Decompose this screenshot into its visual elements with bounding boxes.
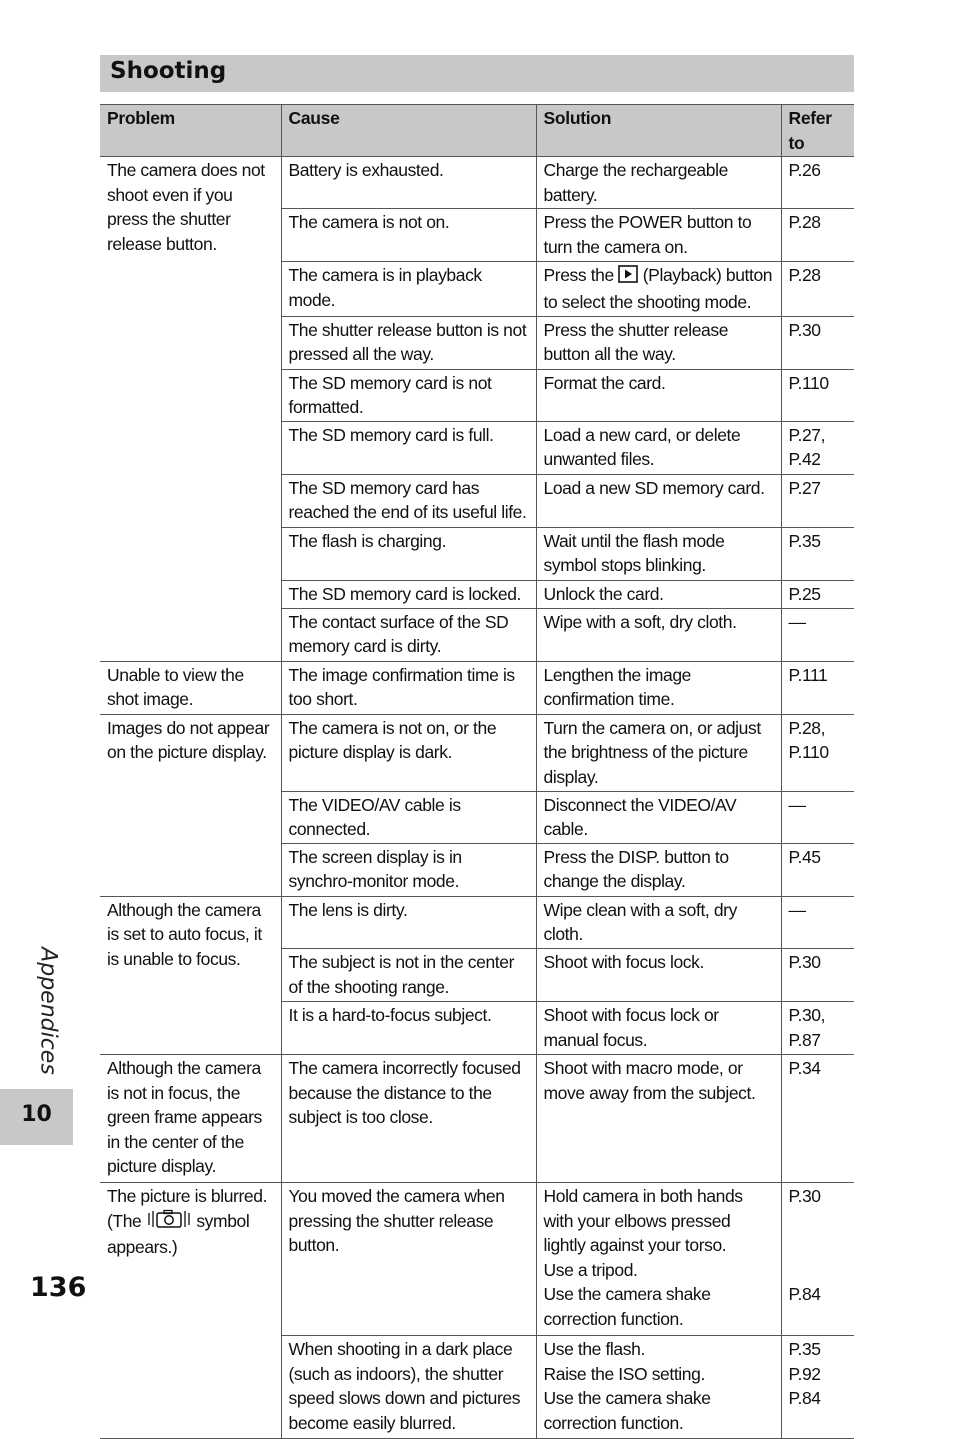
refer-cell: P.28 xyxy=(781,209,854,262)
header-solution: Solution xyxy=(536,105,781,157)
refer-cell: P.27 xyxy=(781,474,854,527)
refer-cell: P.111 xyxy=(781,661,854,714)
solution-cell: Load a new card, or delete unwanted files. xyxy=(536,421,781,474)
refer-cell: P.45 xyxy=(781,843,854,896)
cause-cell: The camera is not on, or the picture display is dark. xyxy=(281,714,536,791)
refer-cell: P.28 xyxy=(781,262,854,316)
section-title: Shooting xyxy=(110,58,227,84)
refer-cell: — xyxy=(781,896,854,948)
cause-cell: The lens is dirty. xyxy=(281,896,536,948)
refer-cell: P.27, P.42 xyxy=(781,421,854,474)
refer-cell: P.30 P.84 xyxy=(781,1182,854,1335)
table-row xyxy=(100,1054,854,1182)
refer-cell: — xyxy=(781,791,854,843)
refer-cell: P.26 xyxy=(781,157,854,209)
cause-cell: The camera incorrectly focused because the distance to the subject is too close. xyxy=(281,1054,536,1182)
refer-cell: P.34 xyxy=(781,1054,854,1182)
refer-cell: P.30 xyxy=(781,948,854,1001)
header-cause: Cause xyxy=(281,105,536,157)
solution-cell: Wait until the flash mode symbol stops blinking. xyxy=(536,527,781,580)
solution-cell: Disconnect the VIDEO/AV cable. xyxy=(536,791,781,843)
header-problem: Problem xyxy=(100,105,281,157)
solution-cell: Wipe clean with a soft, dry cloth. xyxy=(536,896,781,948)
table-row xyxy=(100,896,854,948)
cause-cell: When shooting in a dark place (such as indoors), the shutter speed slows down and pictures become easily blurred. xyxy=(281,1335,536,1438)
appendices-label: Appendices xyxy=(35,947,61,1075)
refer-cell: P.35 P.92 P.84 xyxy=(781,1335,854,1438)
table-row xyxy=(100,714,854,791)
cause-cell: The camera is in playback mode. xyxy=(281,262,536,316)
cause-cell: The SD memory card is not formatted. xyxy=(281,369,536,421)
cause-cell: The flash is charging. xyxy=(281,527,536,580)
problem-cell xyxy=(100,1182,281,1438)
cause-cell: Battery is exhausted. xyxy=(281,157,536,209)
solution-cell: Hold camera in both hands with your elbows pressed lightly against your torso. Use a tripod. Use the camera shake correction function. xyxy=(536,1182,781,1335)
solution-cell xyxy=(536,262,781,316)
problem-cell: The camera does not shoot even if you press the shutter release button. xyxy=(100,157,281,662)
problem-cell: Images do not appear on the picture display. xyxy=(100,714,281,896)
playback-icon xyxy=(618,265,638,290)
solution-cell: Shoot with focus lock. xyxy=(536,948,781,1001)
cause-cell: The image confirmation time is too short. xyxy=(281,661,536,714)
table-row xyxy=(100,661,854,714)
solution-cell: Lengthen the image confirmation time. xyxy=(536,661,781,714)
refer-cell: — xyxy=(781,608,854,661)
camera-shake-icon xyxy=(146,1209,192,1236)
table-header-row xyxy=(100,105,854,157)
problem-cell: Although the camera is not in focus, the green frame appears in the center of the picture display. xyxy=(100,1054,281,1182)
cause-cell: The shutter release button is not pressed all the way. xyxy=(281,316,536,369)
solution-cell: Press the DISP. button to change the display. xyxy=(536,843,781,896)
solution-cell: Shoot with focus lock or manual focus. xyxy=(536,1001,781,1054)
cause-cell: The screen display is in synchro-monitor mode. xyxy=(281,843,536,896)
table-row xyxy=(100,1182,854,1335)
cause-cell: The SD memory card is locked. xyxy=(281,580,536,608)
solution-cell: Unlock the card. xyxy=(536,580,781,608)
text-segment: The picture is blurred. (The xyxy=(107,1185,268,1231)
table-row xyxy=(100,157,854,209)
solution-cell: Load a new SD memory card. xyxy=(536,474,781,527)
chapter-number: 10 xyxy=(21,1102,52,1127)
refer-cell: P.30 xyxy=(781,316,854,369)
troubleshooting-table xyxy=(100,104,854,1439)
problem-cell: Unable to view the shot image. xyxy=(100,661,281,714)
solution-cell: Press the POWER button to turn the camera on. xyxy=(536,209,781,262)
solution-cell: Wipe with a soft, dry cloth. xyxy=(536,608,781,661)
header-refer-to: Refer to xyxy=(781,105,854,157)
solution-cell: Shoot with macro mode, or move away from the subject. xyxy=(536,1054,781,1182)
cause-cell: The camera is not on. xyxy=(281,209,536,262)
cause-cell: The SD memory card is full. xyxy=(281,421,536,474)
section-header-bar xyxy=(100,55,854,92)
refer-cell: P.35 xyxy=(781,527,854,580)
solution-cell: Turn the camera on, or adjust the brightness of the picture display. xyxy=(536,714,781,791)
refer-cell: P.110 xyxy=(781,369,854,421)
problem-cell: Although the camera is set to auto focus, it is unable to focus. xyxy=(100,896,281,1054)
cause-cell: The contact surface of the SD memory card is dirty. xyxy=(281,608,536,661)
refer-cell: P.30, P.87 xyxy=(781,1001,854,1054)
cause-cell: The subject is not in the center of the shooting range. xyxy=(281,948,536,1001)
cause-cell: It is a hard-to-focus subject. xyxy=(281,1001,536,1054)
text-segment: (Playback) button to select the shooting mode. xyxy=(543,265,773,312)
text-segment: symbol appears.) xyxy=(107,1210,250,1258)
page-number: 136 xyxy=(30,1272,87,1303)
cause-cell: You moved the camera when pressing the shutter release button. xyxy=(281,1182,536,1335)
cause-cell: The SD memory card has reached the end of its useful life. xyxy=(281,474,536,527)
cause-cell: The VIDEO/AV cable is connected. xyxy=(281,791,536,843)
refer-cell: P.25 xyxy=(781,580,854,608)
chapter-tab xyxy=(0,1089,73,1145)
solution-cell: Press the shutter release button all the way. xyxy=(536,316,781,369)
solution-cell: Charge the rechargeable battery. xyxy=(536,157,781,209)
solution-cell: Use the flash. Raise the ISO setting. Use the camera shake correction function. xyxy=(536,1335,781,1438)
refer-cell: P.28, P.110 xyxy=(781,714,854,791)
text-segment: Press the xyxy=(543,265,619,286)
solution-cell: Format the card. xyxy=(536,369,781,421)
